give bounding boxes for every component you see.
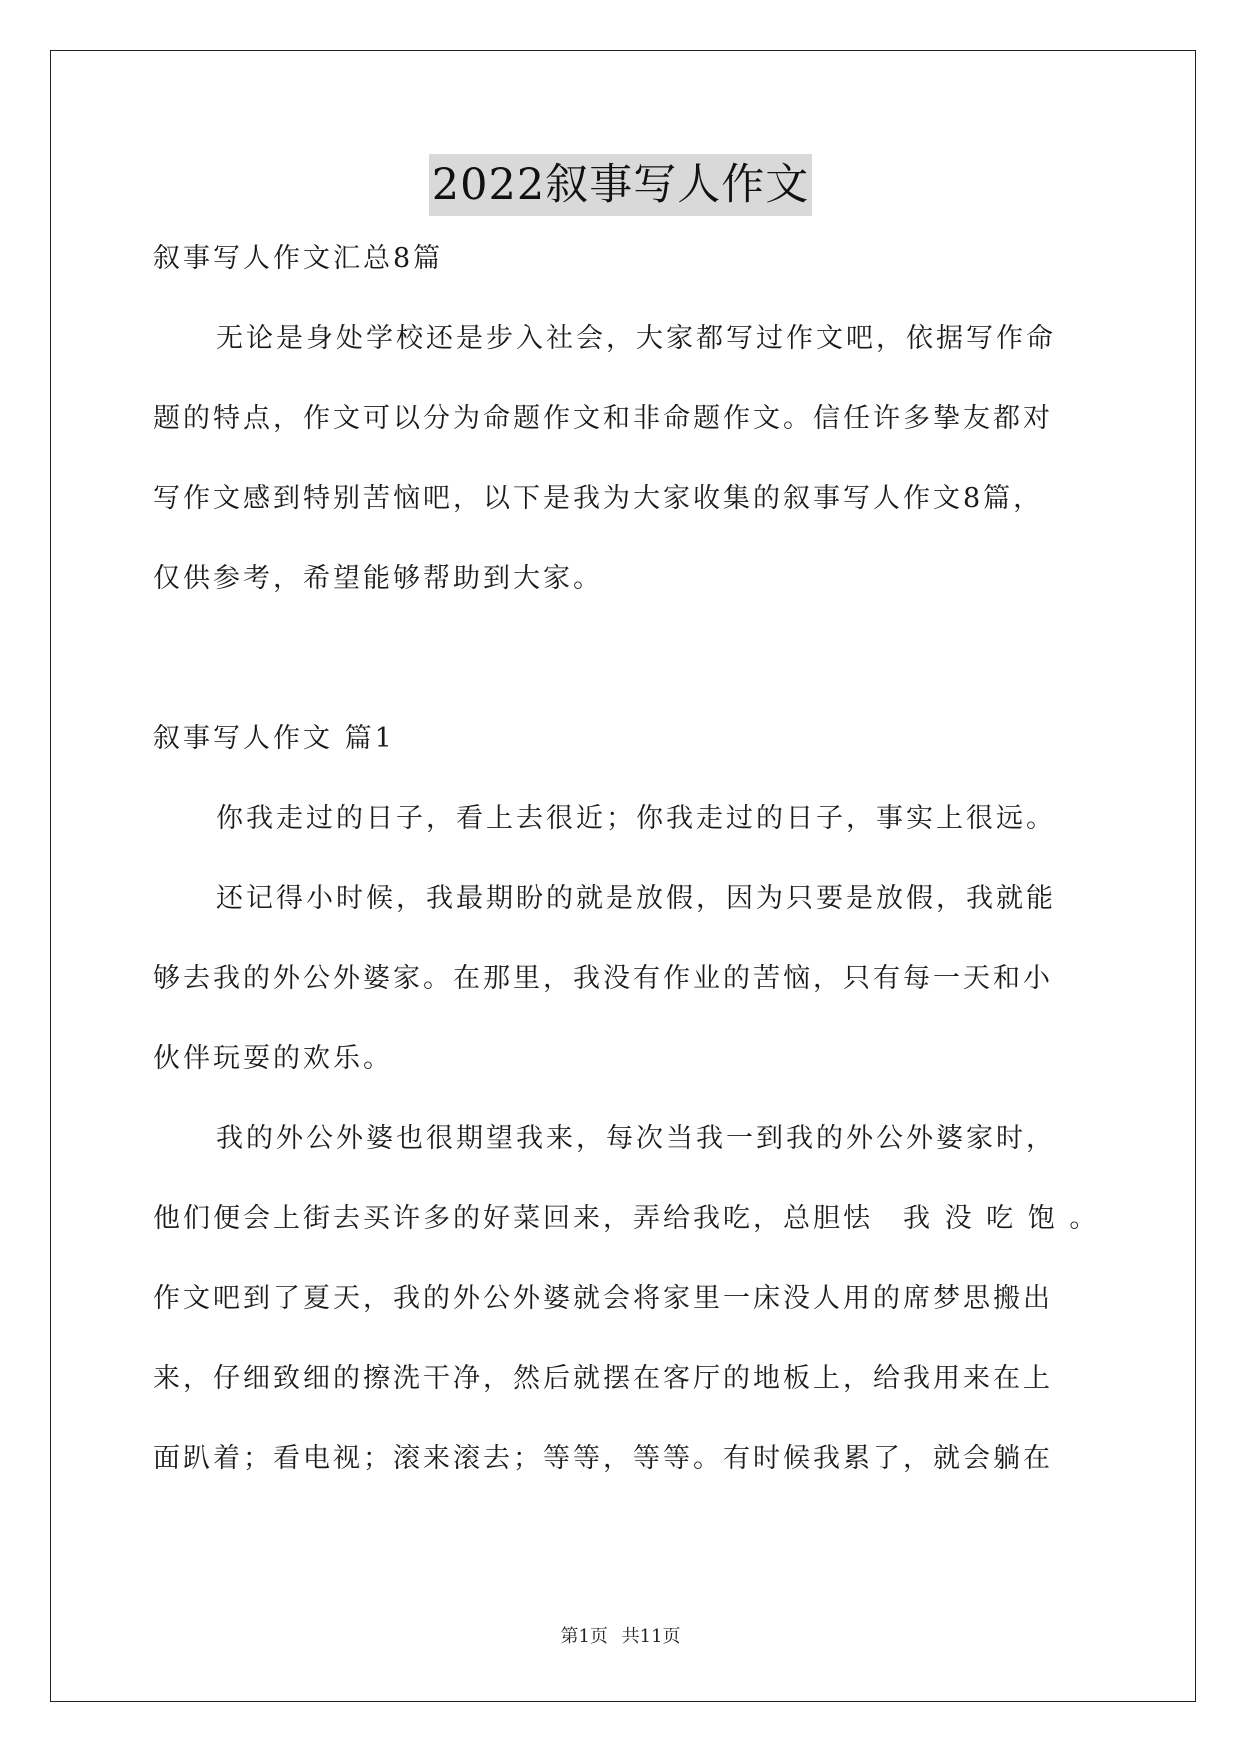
text-line: 作文吧到了夏天，我的外公外婆就会将家里一床没人用的席梦思搬出 bbox=[153, 1283, 1053, 1314]
text-line: 写作文感到特别苦恼吧，以下是我为大家收集的叙事写人作文8篇， bbox=[153, 483, 1044, 514]
document-title: 2022叙事写人作文 bbox=[429, 154, 812, 216]
page-total: 共11页 bbox=[621, 1626, 681, 1647]
text-line: 题的特点，作文可以分为命题作文和非命题作文。信任许多挚友都对 bbox=[153, 403, 1053, 434]
text-line: 够去我的外公外婆家。在那里，我没有作业的苦恼，只有每一天和小 bbox=[153, 963, 1053, 994]
text-line: 面趴着；看电视；滚来滚去；等等，等等。有时候我累了，就会躺在 bbox=[153, 1443, 1053, 1474]
text-line: 伙伴玩耍的欢乐。 bbox=[153, 1043, 393, 1074]
text-line: 叙事写人作文 篇1 bbox=[153, 723, 395, 754]
paragraph-gap bbox=[153, 631, 1093, 711]
document-body bbox=[153, 231, 1100, 1511]
page-footer bbox=[0, 1625, 1241, 1649]
text-line: 仅供参考，希望能够帮助到大家。 bbox=[153, 563, 603, 594]
text-line: 还记得小时候，我最期盼的就是放假，因为只要是放假，我就能 bbox=[216, 883, 1056, 914]
text-line: 我的外公外婆也很期望我来，每次当我一到我的外公外婆家时， bbox=[216, 1123, 1056, 1154]
text-line: 他们便会上街去买许多的好菜回来，弄给我吃，总胆怯 我 没 吃 饱 。 bbox=[153, 1203, 1100, 1234]
page-number: 第1页 bbox=[560, 1626, 608, 1647]
text-line: 你我走过的日子，看上去很近；你我走过的日子，事实上很远。 bbox=[216, 803, 1056, 834]
text-line: 叙事写人作文汇总8篇 bbox=[153, 243, 444, 274]
text-line: 来，仔细致细的擦洗干净，然后就摆在客厅的地板上，给我用来在上 bbox=[153, 1363, 1053, 1394]
title-container bbox=[0, 154, 1241, 216]
text-line: 无论是身处学校还是步入社会，大家都写过作文吧，依据写作命 bbox=[216, 323, 1056, 354]
